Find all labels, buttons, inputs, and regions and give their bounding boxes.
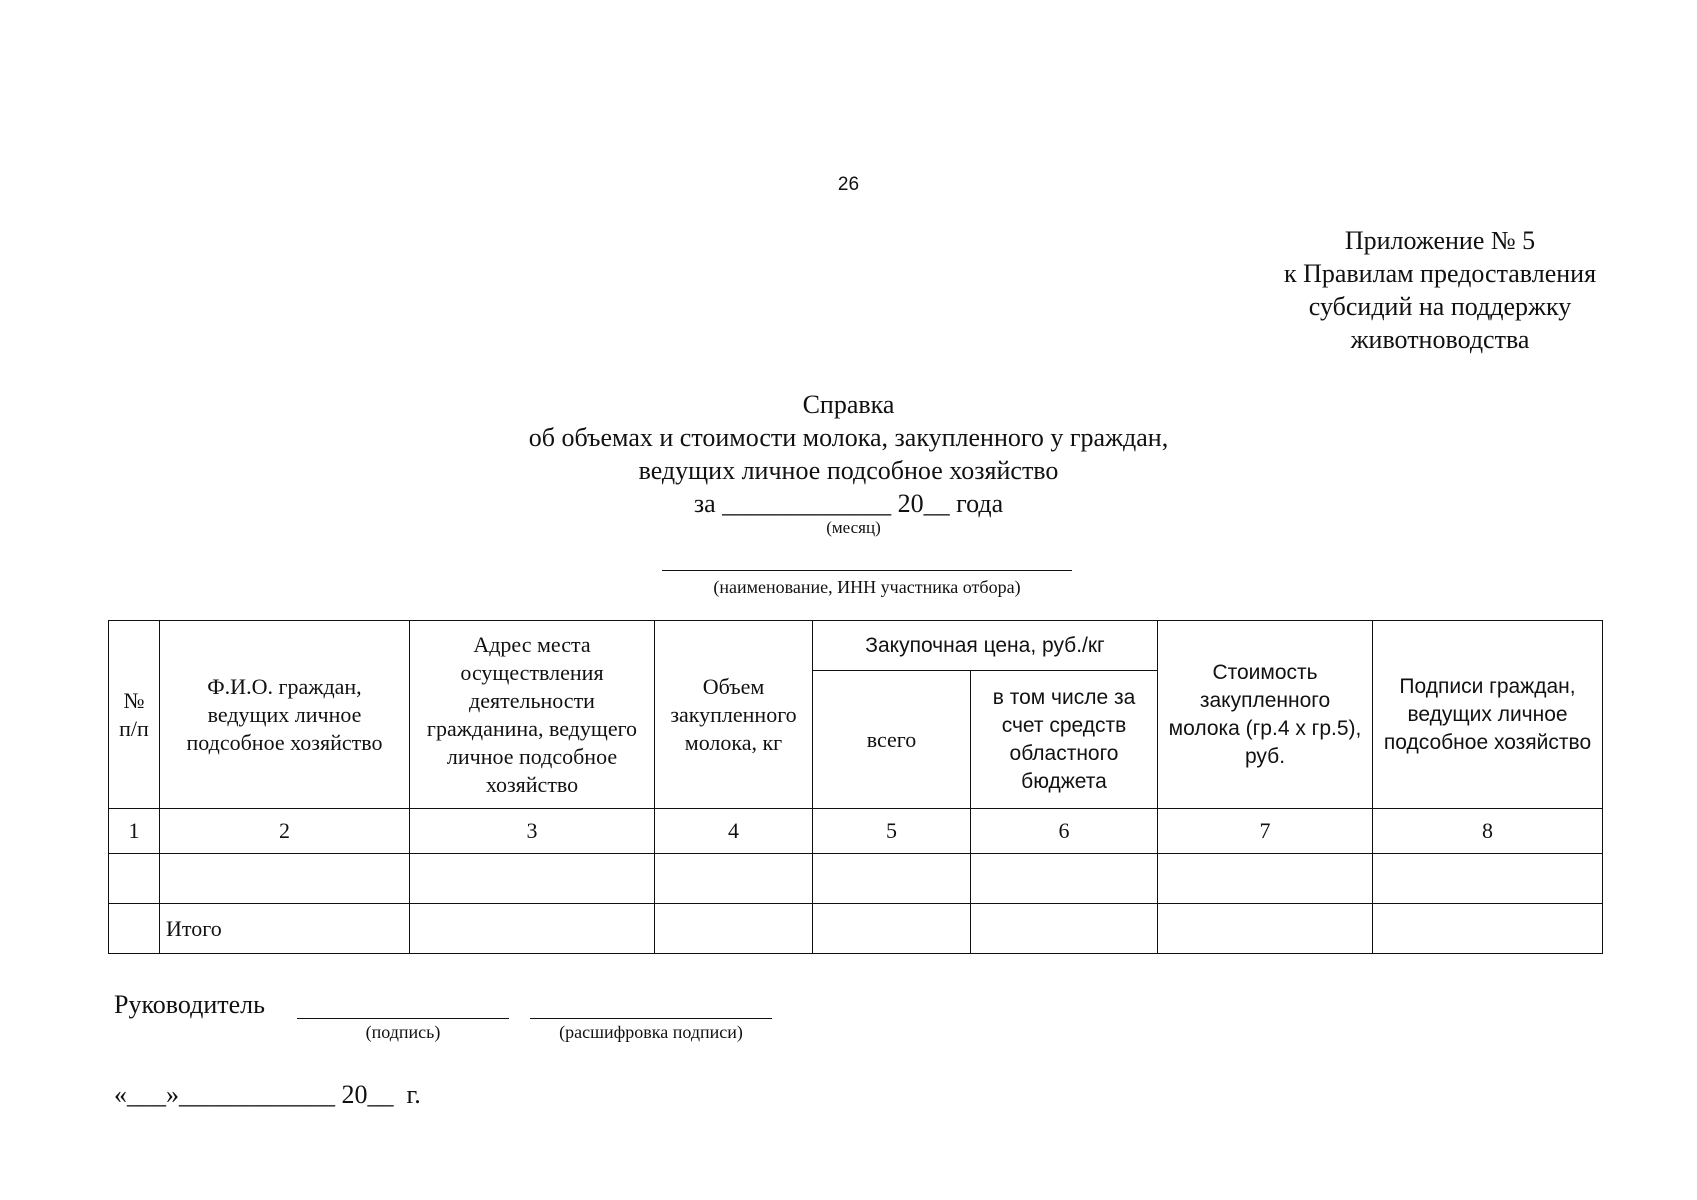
appendix-line-2: к Правилам предоставления bbox=[1283, 259, 1597, 288]
table-cell bbox=[109, 854, 160, 904]
appendix-line-3: субсидий на поддержку bbox=[1308, 292, 1572, 321]
page-number: 26 bbox=[837, 174, 860, 195]
table-cell bbox=[813, 854, 971, 904]
document-title bbox=[0, 388, 1697, 538]
header-cost: Стоимость закупленного молока (гр.4 х гр.5), руб. bbox=[1158, 621, 1373, 809]
appendix-heading bbox=[1220, 224, 1660, 356]
table-cell bbox=[1373, 904, 1603, 954]
header-price-total: всего bbox=[813, 671, 971, 809]
appendix-line-1: Приложение № 5 bbox=[1344, 226, 1536, 255]
header-full-name: Ф.И.О. граждан, ведущих личное подсобное хозяйство bbox=[160, 621, 410, 809]
empty-data-row bbox=[109, 854, 1603, 904]
signature-decoding-line bbox=[530, 1018, 772, 1019]
milk-purchase-table bbox=[108, 620, 1603, 954]
table-cell bbox=[971, 904, 1158, 954]
table-cell bbox=[1158, 854, 1373, 904]
signature-caption: (подпись) bbox=[365, 1022, 441, 1042]
manager-label: Руководитель bbox=[114, 990, 265, 1019]
header-purchase-price: Закупочная цена, руб./кг bbox=[813, 621, 1158, 671]
date-line: «___»____________ 20__ г. bbox=[114, 1080, 421, 1109]
total-row bbox=[109, 904, 1603, 954]
signature-line bbox=[297, 1018, 509, 1019]
header-volume: Объем закупленного молока, кг bbox=[655, 621, 813, 809]
table-cell bbox=[160, 854, 410, 904]
table-cell bbox=[655, 904, 813, 954]
total-label: Итого bbox=[160, 904, 410, 954]
column-number: 4 bbox=[655, 809, 813, 854]
column-number: 6 bbox=[971, 809, 1158, 854]
header-address: Адрес места осуществления деятельности гражданина, ведущего личное подсобное хозяйство bbox=[410, 621, 655, 809]
table-cell bbox=[410, 854, 655, 904]
table-cell bbox=[1158, 904, 1373, 954]
column-number: 2 bbox=[160, 809, 410, 854]
table-cell bbox=[813, 904, 971, 954]
decoding-caption: (расшифровка подписи) bbox=[559, 1022, 743, 1042]
header-signatures: Подписи граждан, ведущих личное подсобное хозяйство bbox=[1373, 621, 1603, 809]
column-number: 8 bbox=[1373, 809, 1603, 854]
table-cell bbox=[1373, 854, 1603, 904]
column-number: 1 bbox=[109, 809, 160, 854]
participant-caption: (наименование, ИНН участника отбора) bbox=[662, 570, 1072, 598]
column-number: 7 bbox=[1158, 809, 1373, 854]
title-line-1: Справка bbox=[802, 390, 895, 419]
table-cell bbox=[971, 854, 1158, 904]
header-number: № п/п bbox=[109, 621, 160, 809]
header-price-regional-budget: в том числе за счет средств областного бюджета bbox=[971, 671, 1158, 809]
appendix-line-4: животноводства bbox=[1350, 325, 1530, 354]
column-number: 3 bbox=[410, 809, 655, 854]
table-cell bbox=[410, 904, 655, 954]
table-cell bbox=[109, 904, 160, 954]
column-numbers-row bbox=[109, 809, 1603, 854]
table-cell bbox=[655, 854, 813, 904]
column-number: 5 bbox=[813, 809, 971, 854]
month-caption: (месяц) bbox=[826, 518, 881, 537]
title-period-line: за _____________ 20__ года bbox=[693, 489, 1004, 518]
title-line-2: об объемах и стоимости молока, закупленного у граждан, bbox=[528, 423, 1169, 452]
title-line-3: ведущих личное подсобное хозяйство bbox=[638, 456, 1059, 485]
